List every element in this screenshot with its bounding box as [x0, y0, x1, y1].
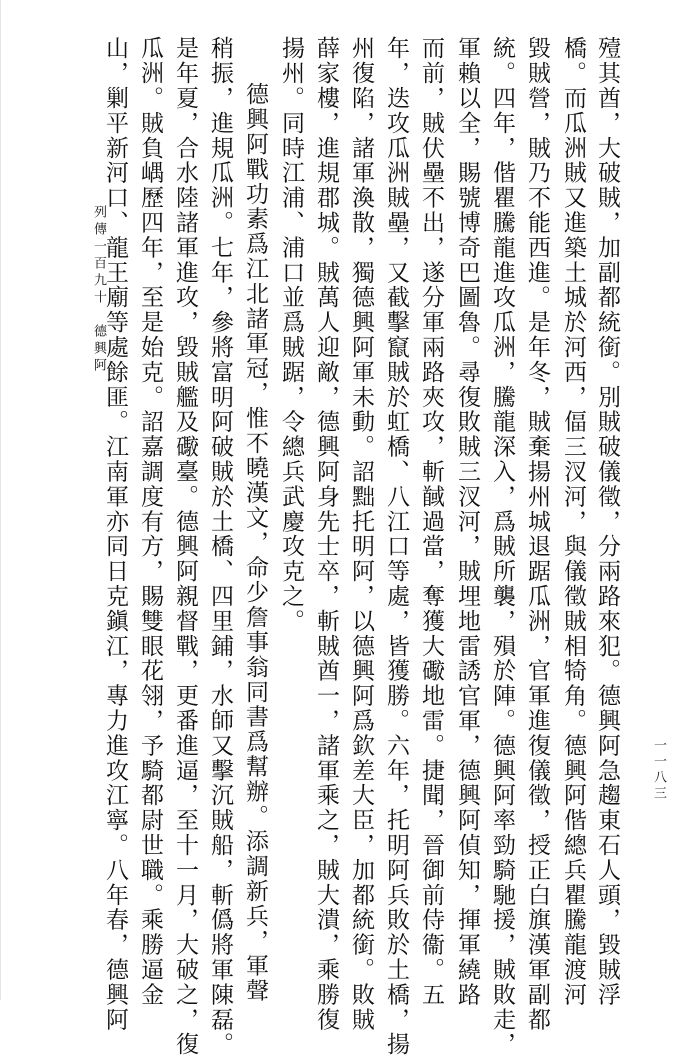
text-column-13: 是年夏，合水陸諸軍進攻，毀賊艦及礮臺。德興阿親督戰，更番進逼，至十一月，大破之，復: [172, 36, 198, 1057]
text-column-1: 殪其酋，大破賊，加副都統銜。別賊破儀徵，分兩路來犯。德興阿急趨東石人頭，毀賊浮: [594, 36, 620, 1008]
text-column-2: 橋。而瓜洲賊又進築土城於河西，偪三汊河，與儀徵賊相犄角。德興阿偕總兵瞿騰龍渡河: [560, 36, 586, 1008]
text-column-14: 瓜洲。賊負嵎歷四年，至是始克。詔嘉調度有方，賜雙眼花翎，予騎都尉世職。乘勝逼金: [137, 36, 163, 1008]
page-number: 一一八三: [651, 738, 666, 802]
text-column-7: 年，迭攻瓜洲賊壘，又截擊竄賊於虹橋、八江口等處，皆獲勝。六年，托明阿兵敗於土橋，揚: [383, 36, 409, 1057]
text-column-11: 德興阿戰功素爲江北諸軍冠，惟不曉漢文，命少詹事翁同書爲幫辦。添調新兵，軍聲: [242, 82, 268, 1004]
text-column-9: 薛家樓，進規郡城。賊萬人迎敵，德興阿身先士卒，斬賊酋一，諸軍乘之，賊大潰，乘勝復: [313, 36, 339, 1032]
page-edge: [0, 0, 1, 1000]
text-column-4: 統。四年，偕瞿騰龍進攻瓜洲，騰龍深入，爲賊所襲，殞於陣。德興阿率勁騎馳援，賊敗走，: [489, 36, 515, 1057]
text-column-15: 山，剿平新河口、龍王廟等處餘匪。江南軍亦同日克鎭江，專力進攻江寧。八年春，德興阿: [102, 36, 128, 1032]
text-column-6: 而前，賊伏壘不出，遂分軍兩路夾攻，斬馘過當，奪獲大礮地雷。捷聞，晉御前侍衞。五: [418, 36, 444, 1008]
text-column-12: 稍振，進規瓜洲。七年，參將富明阿破賊於土橋、四里鋪，水師又擊沉賊船，斬僞將軍陳磊。: [207, 36, 233, 1057]
margin-note: 列傳一百九十 德興阿: [91, 205, 106, 375]
text-column-5: 軍賴以全，賜號博奇巴圖魯。尋復敗賊三汊河，賊埋地雷誘官軍，德興阿偵知，揮軍繞路: [454, 36, 480, 1008]
text-column-10: 揚州。同時江浦、浦口並爲賊踞，令總兵武慶攻克之。: [278, 36, 304, 634]
text-column-8: 州復陷，諸軍渙散，獨德興阿軍未動。詔黜托明阿，以德興阿爲欽差大臣，加都統銜。敗賊: [348, 36, 374, 1032]
text-column-3: 毀賊營，賊乃不能西進。是年冬，賊棄揚州城退踞瓜洲，官軍進復儀徵，授正白旗漢軍副都: [524, 36, 550, 1032]
